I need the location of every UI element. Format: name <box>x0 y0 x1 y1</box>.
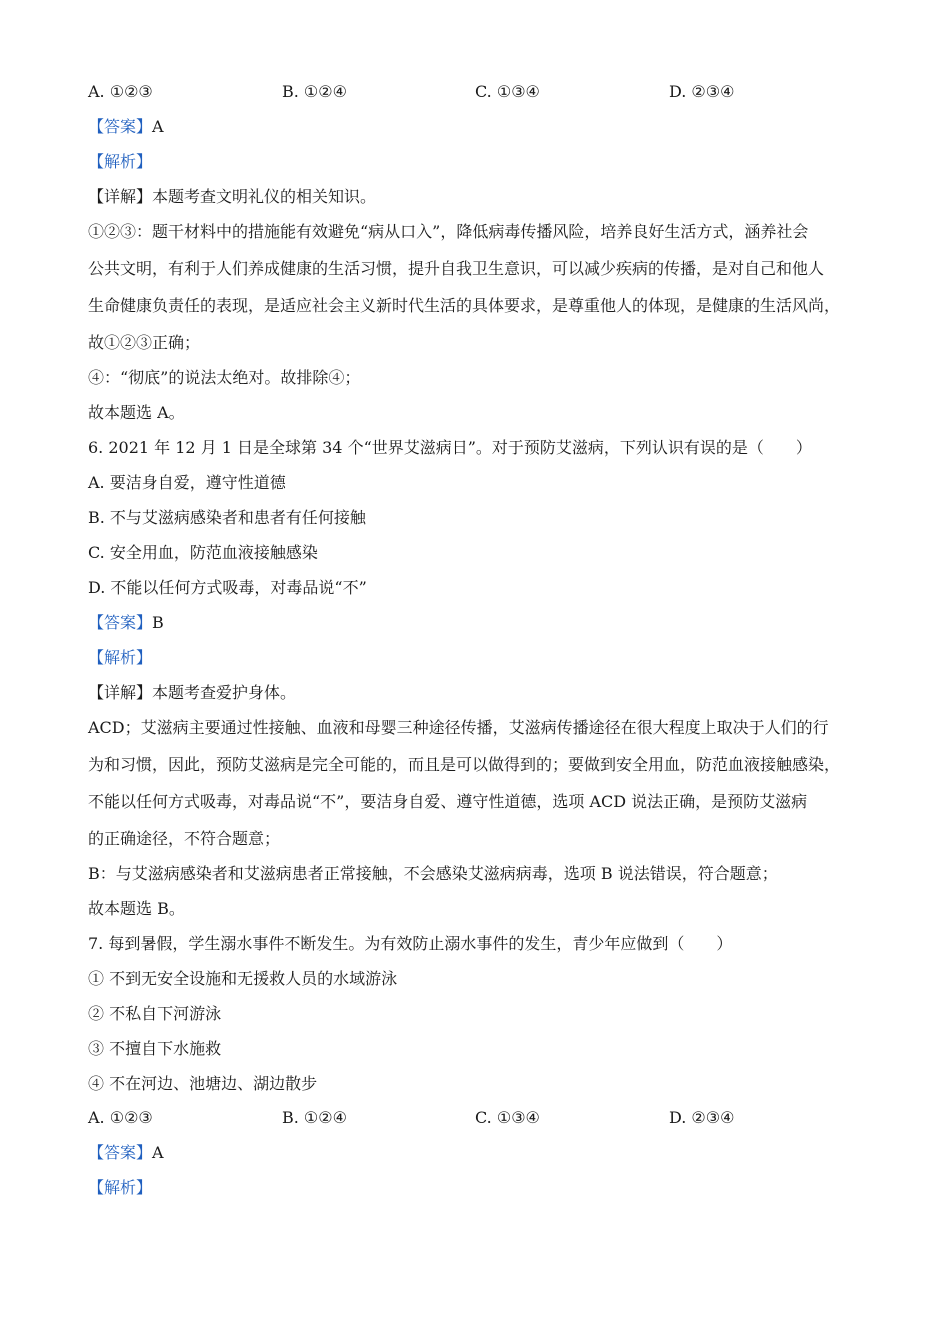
detail-tag: 【详解】 <box>88 683 153 702</box>
answer-tag: 【答案】 <box>88 117 153 136</box>
q7-item-1: ① 不到无安全设施和无援救人员的水域游泳 <box>88 969 398 988</box>
answer-line <box>88 613 878 633</box>
explanation-line: 生命健康负责任的表现，是适应社会主义新时代生活的具体要求，是尊重他人的体现，是健康的生活风尚， <box>88 296 841 315</box>
explanation-line: 的正确途径，不符合题意； <box>88 829 281 848</box>
explanation-line: 不能以任何方式吸毒，对毒品说“不”，要洁身自爱、遵守性道德，选项 ACD 说法正确，是预防艾滋病 <box>88 792 808 811</box>
q7-item-2: ② 不私自下河游泳 <box>88 1004 222 1023</box>
explanation-line: ACD；艾滋病主要通过性接触、血液和母婴三种途径传播，艾滋病传播途径在很大程度上取决于人们的行 <box>88 718 829 737</box>
option-d: D. ②③④ <box>669 1108 735 1127</box>
option-b: B. ①②④ <box>282 1108 347 1127</box>
detail-line <box>88 683 878 703</box>
q6-option-c: C. 安全用血，防范血液接触感染 <box>88 543 318 562</box>
detail-text: 本题考查文明礼仪的相关知识。 <box>152 187 377 206</box>
option-c: C. ①③④ <box>475 82 540 101</box>
explanation-line: B：与艾滋病感染者和艾滋病患者正常接触，不会感染艾滋病病毒，选项 B 说法错误，符合题意； <box>88 864 778 883</box>
analysis-line <box>88 648 878 668</box>
answer-line <box>88 117 878 137</box>
option-b: B. ①②④ <box>282 82 347 101</box>
analysis-tag: 【解析】 <box>88 1178 153 1197</box>
q7-item-3: ③ 不擅自下水施救 <box>88 1039 222 1058</box>
explanation-line: ④：“彻底”的说法太绝对。故排除④； <box>88 368 361 387</box>
explanation-line: ①②③：题干材料中的措施能有效避免“病从口入”，降低病毒传播风险，培养良好生活方式，涵养社会 <box>88 222 809 241</box>
explanation-line: 故本题选 A。 <box>88 403 185 422</box>
explanation-line: 为和习惯，因此，预防艾滋病是完全可能的，而且是可以做得到的；要做到安全用血，防范血液接触感染， <box>88 755 841 774</box>
detail-tag: 【详解】 <box>88 187 153 206</box>
explanation-line: 故①②③正确； <box>88 333 201 352</box>
answer-tag: 【答案】 <box>88 613 153 632</box>
analysis-line <box>88 152 878 172</box>
answer-line <box>88 1143 878 1163</box>
explanation-line: 故本题选 B。 <box>88 899 185 918</box>
q7-item-4: ④ 不在河边、池塘边、湖边散步 <box>88 1074 318 1093</box>
answer-tag: 【答案】 <box>88 1143 153 1162</box>
question-7-stem: 7. 每到暑假，学生溺水事件不断发生。为有效防止溺水事件的发生，青少年应做到（ ） <box>88 934 733 953</box>
explanation-line: 公共文明，有利于人们养成健康的生活习惯，提升自我卫生意识，可以减少疾病的传播，是对自己和他人 <box>88 259 825 278</box>
option-d: D. ②③④ <box>669 82 735 101</box>
analysis-tag: 【解析】 <box>88 152 153 171</box>
analysis-tag: 【解析】 <box>88 648 153 667</box>
option-c: C. ①③④ <box>475 1108 540 1127</box>
answer-value: A <box>152 1143 164 1162</box>
detail-line <box>88 187 878 207</box>
answer-value: A <box>152 117 164 136</box>
option-a: A. ①②③ <box>88 1108 153 1127</box>
q6-option-a: A. 要洁身自爱，遵守性道德 <box>88 473 286 492</box>
q6-option-d: D. 不能以任何方式吸毒，对毒品说“不” <box>88 578 367 597</box>
q6-option-b: B. 不与艾滋病感染者和患者有任何接触 <box>88 508 366 527</box>
answer-value: B <box>152 613 164 632</box>
analysis-line <box>88 1178 878 1198</box>
detail-text: 本题考查爱护身体。 <box>152 683 297 702</box>
question-6-stem: 6. 2021 年 12 月 1 日是全球第 34 个“世界艾滋病日”。对于预防艾滋病，下列认识有误的是（ ） <box>88 438 812 457</box>
option-a: A. ①②③ <box>88 82 153 101</box>
